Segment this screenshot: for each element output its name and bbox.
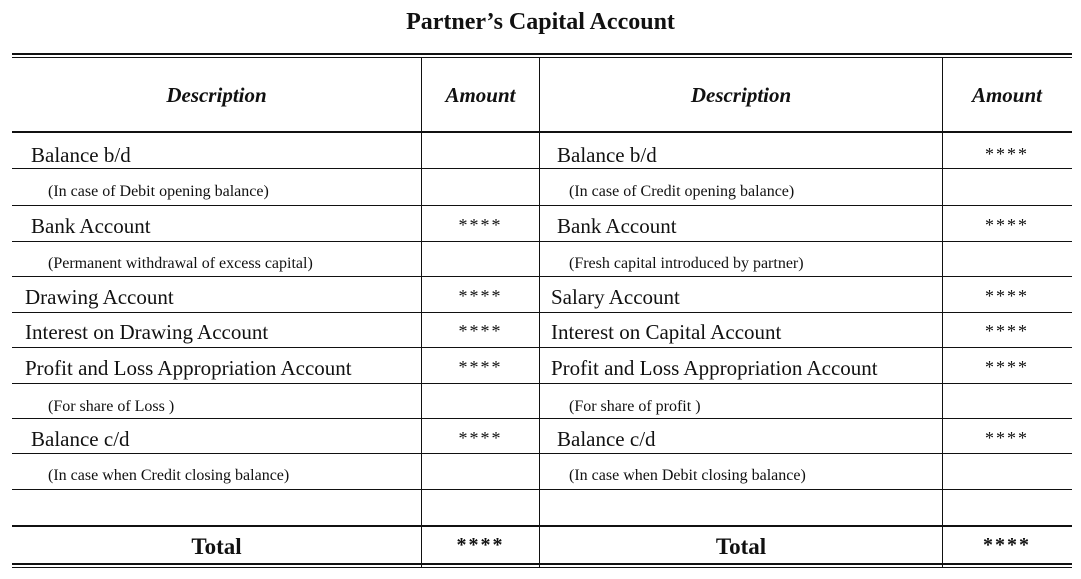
right-row-amount: **** <box>985 357 1029 377</box>
right-row-note: (For share of profit ) <box>569 398 701 415</box>
left-row-text: Balance b/d <box>31 143 131 167</box>
row-separator <box>12 453 1072 454</box>
left-amount-header: Amount <box>445 83 516 107</box>
left-row-amount: **** <box>458 215 503 235</box>
left-row-note: (In case of Debit opening balance) <box>48 183 269 200</box>
row-separator <box>12 241 1072 242</box>
row-separator <box>12 347 1072 348</box>
right-row-text: Salary Account <box>551 285 680 309</box>
right-row-text: Balance b/d <box>557 143 657 167</box>
column-divider <box>942 57 943 567</box>
left-row-note: (Permanent withdrawal of excess capital) <box>48 255 313 272</box>
left-row-amount: **** <box>458 286 503 306</box>
column-divider <box>539 57 540 567</box>
right-row-amount: **** <box>985 144 1029 164</box>
left-description-header: Description <box>166 83 267 107</box>
column-divider <box>421 57 422 567</box>
left-row-note: (For share of Loss ) <box>48 398 175 415</box>
left-row-amount: **** <box>458 357 503 377</box>
table-top-rule <box>12 53 1072 55</box>
right-row-amount: **** <box>985 321 1029 341</box>
right-amount-header: Amount <box>971 83 1043 107</box>
page-title: Partner’s Capital Account <box>406 9 675 35</box>
header-bottom-rule <box>12 131 1072 133</box>
right-row-amount: **** <box>985 215 1029 235</box>
right-total-label: Total <box>715 534 767 559</box>
left-row-amount: **** <box>458 321 503 341</box>
right-row-text: Balance c/d <box>557 427 656 451</box>
table-top-rule-inner <box>12 57 1072 58</box>
left-total-amount: **** <box>456 534 505 556</box>
right-row-note: (In case when Debit closing balance) <box>569 467 806 484</box>
right-row-note: (In case of Credit opening balance) <box>569 183 795 200</box>
total-bottom-rule-inner <box>12 567 1072 568</box>
row-separator <box>12 205 1072 206</box>
row-separator <box>12 312 1072 313</box>
left-total-label: Total <box>191 534 242 559</box>
right-row-text: Interest on Capital Account <box>551 320 782 344</box>
row-separator <box>12 418 1072 419</box>
right-row-text: Profit and Loss Appropriation Account <box>551 356 878 380</box>
total-top-rule <box>12 525 1072 527</box>
row-separator <box>12 383 1072 384</box>
left-row-amount: **** <box>458 428 503 448</box>
left-row-text: Interest on Drawing Account <box>25 320 269 344</box>
row-separator <box>12 168 1072 169</box>
left-row-note: (In case when Credit closing balance) <box>48 467 290 484</box>
left-row-text: Drawing Account <box>25 285 174 309</box>
right-row-note: (Fresh capital introduced by partner) <box>569 255 804 272</box>
left-row-text: Bank Account <box>31 214 151 238</box>
right-row-amount: **** <box>985 286 1029 306</box>
right-description-header: Description <box>690 83 792 107</box>
right-row-amount: **** <box>985 428 1029 448</box>
right-total-amount: **** <box>983 534 1031 556</box>
total-bottom-rule <box>12 563 1072 565</box>
row-separator <box>12 489 1072 490</box>
right-row-text: Bank Account <box>557 214 677 238</box>
row-separator <box>12 276 1072 277</box>
left-row-text: Balance c/d <box>31 427 130 451</box>
left-row-text: Profit and Loss Appropriation Account <box>25 356 352 380</box>
